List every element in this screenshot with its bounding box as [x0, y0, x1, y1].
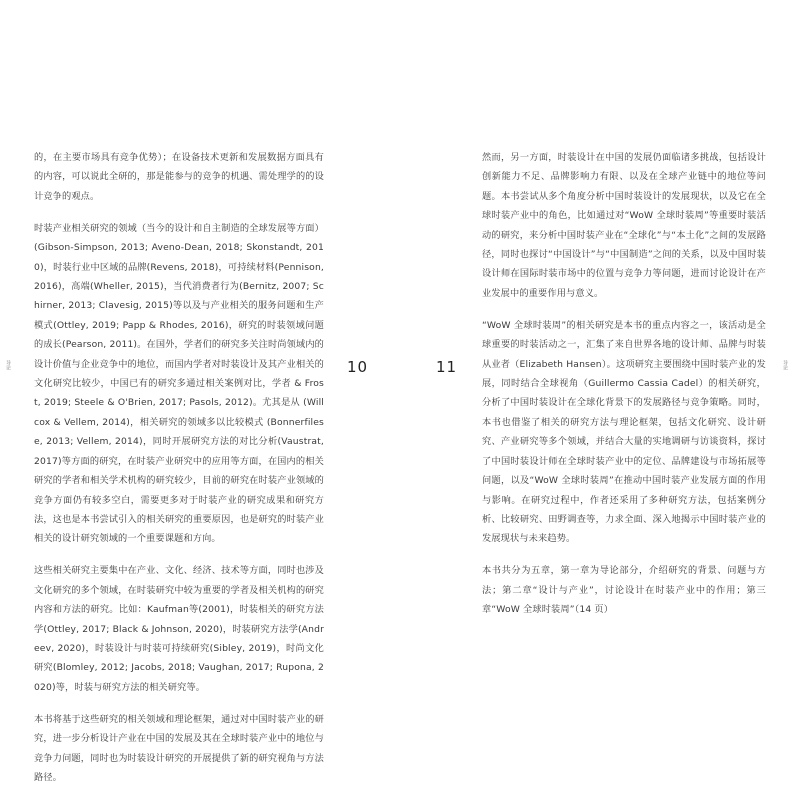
running-head: 导论 [782, 360, 788, 370]
paragraph: 的，在主要市场具有竞争优势）；在设备技术更新和发展数据方面具有的内容，可以说此全研的，那是能参与的竞争的机遇、需处理学的的设计竞争的观点。 [34, 152, 324, 202]
paragraph: 本书共分为五章，第一章为导论部分，介绍研究的背景、问题与方法；第二章“设计与产业”，讨论设计在时装产业中的作用；第三章“WoW 全球时装周”（14 页） [482, 565, 766, 616]
paragraph: “WoW 全球时装周”的相关研究是本书的重点内容之一，该活动是全球重要的时装活动之一，汇集了来自世界各地的设计师、品牌与时装从业者（Elizabeth Hansen）。这项研究主要围绕中国时装产业的发展，同时结合全球视角（Guillermo Cassia Cadel）的相关研究，分析了中国时装设计在全球化背景下的发展路径与竞争策略。同时，本书也借鉴了相关的研究方法与理论框架，包括文化研究、设计研究、产业研究等多个领域，并结合大量的实地调研与访谈资料，探讨了中国时装设计师在全球时装产业中的定位、品牌建设与市场拓展等问题，以及“WoW 全球时装周”在推动中国时装产业发展方面的作用与影响。在研究过程中，作者还采用了多种研究方法，包括案例分析、比较研究、田野调查等，力求全面、深入地揭示中国时装产业的发展现状与未来趋势。 [482, 319, 766, 545]
paragraph: 这些相关研究主要集中在产业、文化、经济、技术等方面，同时也涉及文化研究的多个领域，在时装研究中较为重要的学者及相关机构的研究内容和方法的研究。比如：Kaufman等(2001)，时装相关的研究方法学(Ottley, 2017; Black & Johnson, 2020)，时装研究方法学(Andreev, 2020)，时装设计与时装可持续研究(Sibley, 2019)，时尚文化研究(Blomley, 2012; Jacobs, 2018; Vaughan, 2017; Rupona, 2020)等，时装与研究方法的相关研究等。 [34, 565, 324, 693]
body-text [482, 148, 766, 632]
page-number: 11 [436, 358, 458, 376]
right-page [400, 0, 800, 800]
paragraph: 本书将基于这些研究的相关领域和理论框架，通过对中国时装产业的研究，进一步分析设计产业在中国的发展及其在全球时装产业中的地位与竞争力问题，同时也为时装设计研究的开展提供了新的研究视角与方法路径。 [34, 713, 324, 783]
page-number: 10 [347, 358, 369, 376]
paragraph: 然而，另一方面，时装设计在中国的发展仍面临诸多挑战，包括设计创新能力不足、品牌影响力有限、以及在全球产业链中的地位等问题。本书尝试从多个角度分析中国时装设计的发展现状，以及它在全球时装产业中的角色，比如通过对“WoW 全球时装周”等重要时装活动的研究，来分析中国时装产业在“全球化”与“本土化”之间的发展路径，同时也探讨“中国设计”与“中国制造”之间的关系，以及中国时装设计师在国际时装市场中的位置与竞争力等问题，进而讨论设计在产业发展中的重要作用与意义。 [482, 152, 766, 299]
running-head: 导论 [5, 360, 11, 370]
body-text [34, 148, 324, 800]
paragraph: 时装产业相关研究的领域（当今的设计和自主制造的全球发展等方面）(Gibson-Simpson, 2013; Aveno-Dean, 2018; Skonstandt, 2010)，时装行业中区域的品牌(Revens, 2018)，可持续材料(Pennison, 2016)，高端(Wheller, 2015)，当代消费者行为(Bernitz, 2007; Schirner, 2013; Clavesig, 2015)等以及与产业相关的服务问题和生产模式(Ottley, 2019; Papp & Rhodes, 2016)，研究的时装领域问题的成长(Pearson, 2011)。在国外，学者们的研究多关注时尚领域内的设计价值与企业竞争中的地位，而国内学者对时装设计及其产业相关的文化研究比较少，中国已有的研究多通过相关案例对比，学者 & Frost, 2019; Steele & O'Brien, 2017; Pasols, 2012)。尤其是从 (Willcox & Vellem, 2014)，相关研究的领域多以比较模式 (Bonnerfilese, 2013; Vellem, 2014)，同时开展研究方法的对比分析(Vaustrat, 2017)等方面的研究，在时装产业研究中的应用等方面，在国内的相关研究的学者和相关学术机构的研究较少，目前的研究在时装产业领域的竞争方面仍有较多空白，需要更多对于时装产业的研究成果和研究方法，这也是本书尝试引入的相关研究的重要原因，也是研究的时装产业相关的设计研究领域的一个重要课题和方向。 [34, 222, 324, 545]
